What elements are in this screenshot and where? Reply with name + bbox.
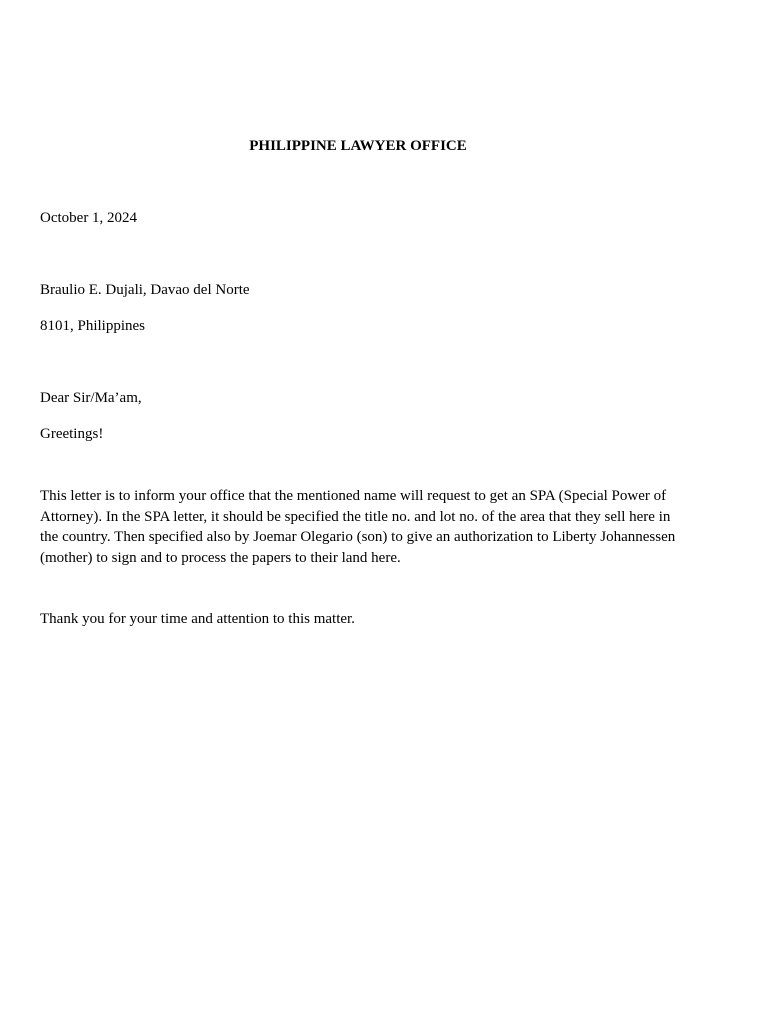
closing-line: Thank you for your time and attention to this matter. xyxy=(40,611,355,627)
recipient-address-line-2: 8101, Philippines xyxy=(40,318,146,334)
letter-body-paragraph: This letter is to inform your office that the mentioned name will request to get an SPA (Special Power of Attorney). In the SPA letter, it should be specified the title no. and lot no. of the area that they sell here in the country. Then specified also by Joemar Olegario (son) to give an authorization to Liberty Johannessen (mother) to sign and to process the papers to their land here. xyxy=(40,488,676,566)
letter-date: October 1, 2024 xyxy=(40,210,138,226)
recipient-address-line-1: Braulio E. Dujali, Davao del Norte xyxy=(40,282,250,298)
greeting: Greetings! xyxy=(40,426,104,442)
letter-heading: PHILIPPINE LAWYER OFFICE xyxy=(249,138,467,154)
salutation: Dear Sir/Ma’am, xyxy=(40,390,142,406)
